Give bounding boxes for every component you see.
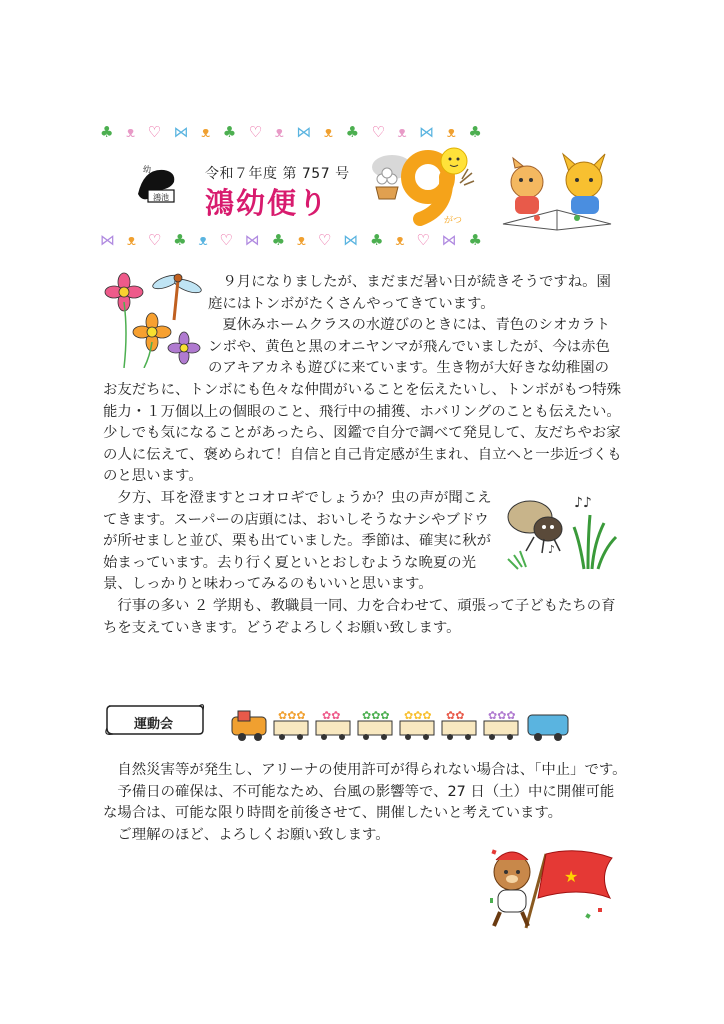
heart-icon: ♡ (416, 231, 430, 249)
bow-icon: ⋈ (441, 231, 457, 249)
clover-icon: ♣ (370, 231, 384, 249)
intro-line: のアキアカネも遊びに来ています。生き物が大好きな幼稚園の (208, 360, 610, 377)
bear-face-icon: ᴥ (395, 231, 405, 249)
clover-icon: ♣ (468, 231, 482, 249)
svg-text:✿✿✿: ✿✿✿ (278, 709, 306, 722)
sports-day-line: な場合は、可能な限り時間を前後させて、開催したいと考えています。 (103, 805, 563, 822)
intro-line: のと思います。 (103, 468, 203, 485)
bear-face-icon: ᴥ (201, 123, 211, 141)
intro-line: ンボや、黄色と黒のオニヤンマが飛んでいましたが、今は赤色 (208, 338, 610, 355)
bear-face-icon: ᴥ (126, 231, 136, 249)
svg-text:✿✿✿: ✿✿✿ (488, 709, 516, 722)
music-note-icon: ♪♪ (574, 495, 592, 511)
sports-day-paragraph (103, 760, 627, 846)
bear-face-icon: ᴥ (274, 123, 284, 141)
heart-icon: ♡ (317, 231, 332, 249)
bear-face-icon: ᴥ (125, 123, 136, 141)
svg-text:幼: 幼 (143, 165, 151, 174)
cricket-grass-illustration (504, 493, 622, 573)
intro-line: お友だちに、トンボにも色々な仲間がいることを伝えたいし、トンボがもつ特殊 (103, 382, 622, 398)
bow-icon: ⋈ (100, 231, 115, 249)
intro-paragraph-continued (103, 380, 622, 488)
intro-paragraph (208, 272, 611, 380)
sports-day-line: ご理解のほど、よろしくお願い致します。 (103, 826, 390, 843)
closing-paragraph (103, 596, 616, 639)
clover-icon: ♣ (100, 123, 114, 141)
clover-icon: ♣ (271, 231, 286, 249)
bow-icon: ⋈ (419, 123, 435, 141)
autumn-paragraph (103, 488, 492, 596)
intro-line: 夏休みホームクラスの水遊びのときには、青色のシオカラト (208, 317, 611, 334)
intro-line: 能力・１万個以上の個眼のこと、飛行中の捕獲、ホバリングのことも伝えたい。 (103, 403, 621, 420)
bear-face-icon: ᴥ (323, 123, 334, 141)
closing-line: 行事の多い ２ 学期も、教職員一同、力を合わせて、頑張って子どもたちの育 (103, 598, 616, 614)
moon-viewing-nine-illustration (368, 143, 476, 227)
autumn-line: が所せましと並び、栗も出ていました。季節は、確実に秋が (103, 533, 491, 550)
bear-flag-illustration (488, 842, 618, 932)
svg-text:★: ★ (564, 867, 579, 886)
top-border (100, 121, 482, 143)
bow-icon: ⋈ (343, 231, 359, 249)
intro-line: 庭にはトンボがたくさんやってきています。 (208, 295, 495, 312)
heart-icon: ♡ (147, 123, 162, 141)
autumn-line: 始まっています。去り行く夏といとおしむような晩夏の光 (103, 554, 477, 571)
intro-line: 少しでも気になることがあったら、図鑑で自分で調べて発見して、友だちやお家 (103, 425, 621, 442)
cosmos-dragonfly-illustration (104, 272, 206, 368)
intro-line: ９月になりましたが、まだまだ暑い日が続きそうですね。園 (208, 274, 611, 290)
autumn-line: てきます。スーパーの店頭には、おいしそうなナシやブドウ (103, 511, 489, 528)
school-logo (134, 160, 180, 206)
bear-face-icon: ᴥ (446, 123, 456, 141)
sports-day-line: 予備日の確保は、不可能なため、台風の影響等で、27 日（土）中に開催可能 (103, 783, 615, 800)
kids-reading-illustration (497, 150, 617, 232)
bottom-border (100, 229, 482, 251)
section-label-sports-day: 運動会 (134, 717, 174, 732)
bear-face-icon: ᴥ (397, 123, 407, 141)
svg-text:✿✿✿: ✿✿✿ (404, 709, 432, 722)
newsletter-title: 鴻幼便り (205, 186, 330, 220)
autumn-line: 夕方、耳を澄ますとコオロギでしょうか？虫の声が聞こえ (103, 490, 492, 506)
heart-icon: ♡ (371, 123, 385, 141)
svg-text:鴻池: 鴻池 (153, 193, 169, 202)
bear-face-icon: ᴥ (198, 231, 208, 249)
bow-icon: ⋈ (173, 123, 189, 141)
bow-icon: ⋈ (244, 231, 260, 249)
svg-text:✿✿: ✿✿ (322, 709, 341, 722)
issue-number: 令和７年度 第 757 号 (205, 166, 350, 182)
bear-face-icon: ᴥ (296, 231, 307, 249)
clover-icon: ♣ (173, 231, 187, 249)
month-suffix: がつ (444, 216, 463, 226)
closing-line: ちを支えていきます。どうぞよろしくお願い致します。 (103, 619, 461, 636)
clover-icon: ♣ (468, 123, 482, 141)
clover-icon: ♣ (222, 123, 237, 141)
heart-icon: ♡ (147, 231, 162, 249)
music-note-icon: ♪ (548, 543, 556, 556)
svg-text:✿✿: ✿✿ (446, 709, 465, 722)
bow-icon: ⋈ (296, 123, 312, 141)
flower-train-illustration (230, 703, 572, 743)
clover-icon: ♣ (345, 123, 360, 141)
heart-icon: ♡ (248, 123, 263, 141)
svg-text:✿✿✿: ✿✿✿ (362, 709, 390, 722)
autumn-line: 景、しっかりと味わってみるのもいいと思います。 (103, 576, 433, 593)
intro-line: の人に伝えて、褒められて！自信と自己肯定感が生まれ、自立へと一歩近づくも (103, 446, 622, 463)
sports-day-line: 自然災害等が発生し、アリーナの使用許可が得られない場合は、「中止」です。 (103, 762, 627, 778)
heart-icon: ♡ (219, 231, 233, 249)
